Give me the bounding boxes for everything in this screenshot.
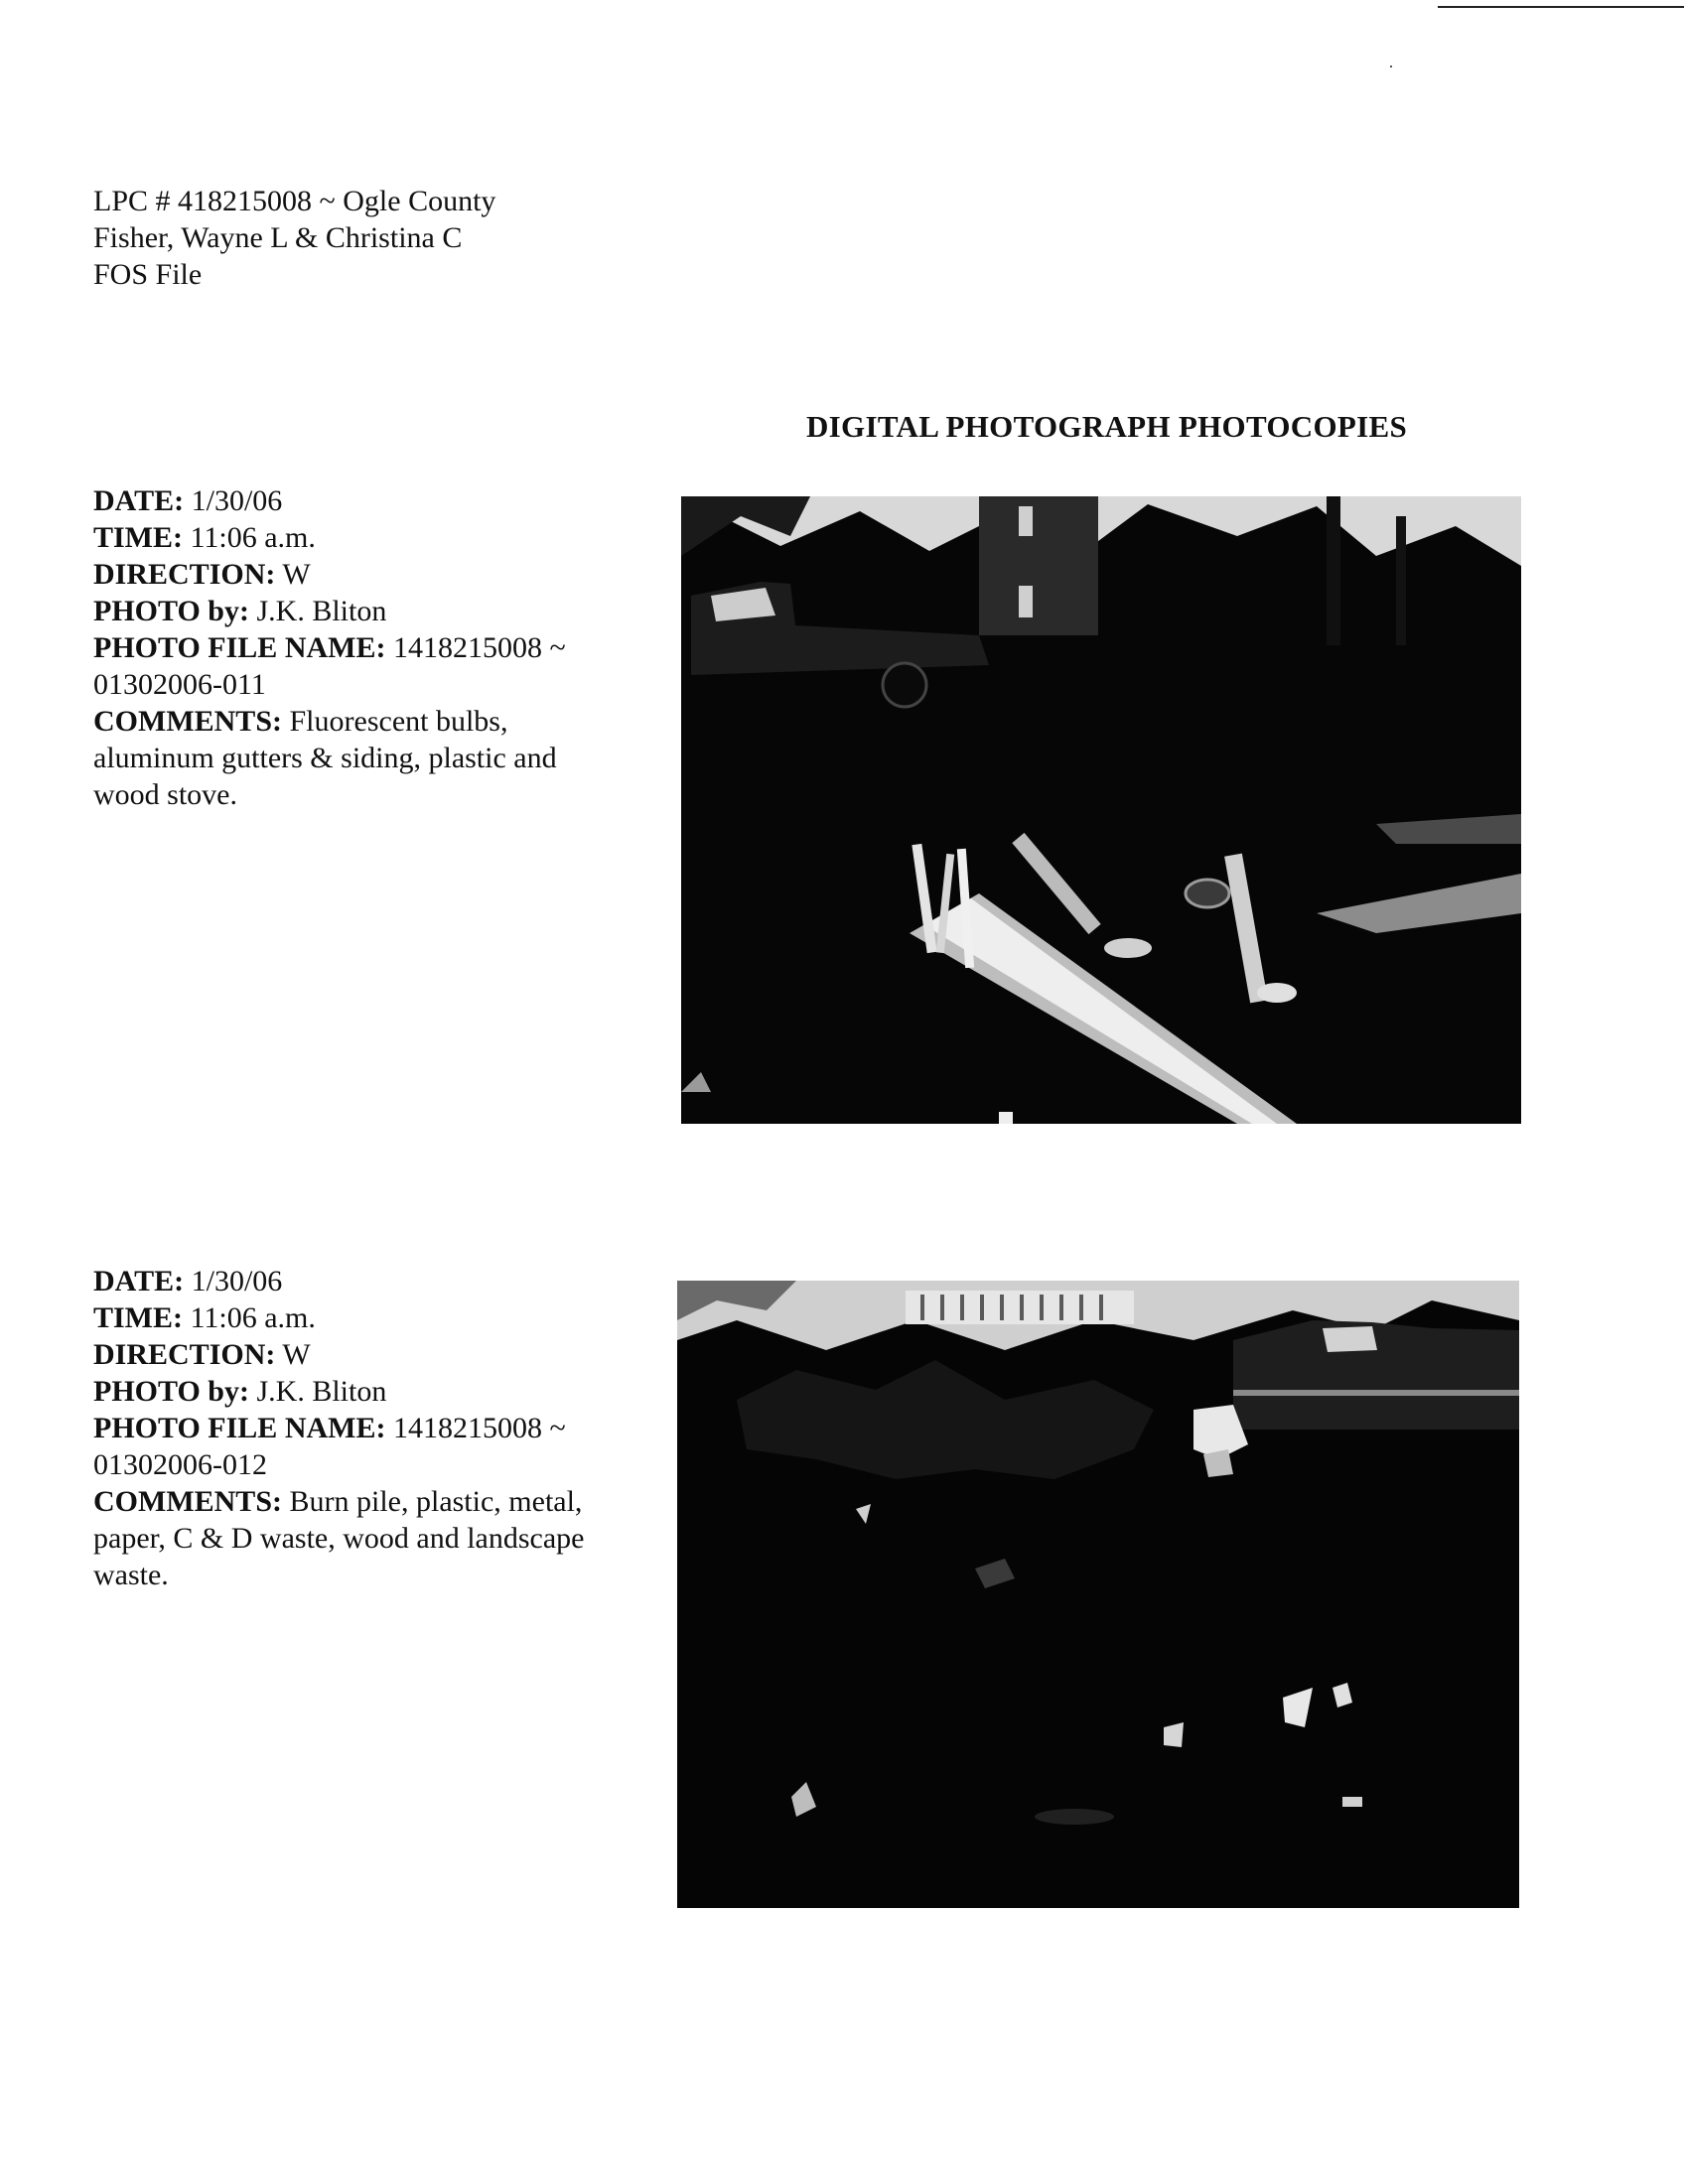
comments-continued: paper, C & D waste, wood and landscape bbox=[93, 1522, 585, 1555]
comments-continued: wood stove. bbox=[93, 778, 237, 811]
header-lpc-line: LPC # 418215008 ~ Ogle County bbox=[93, 185, 496, 217]
photo-by-label: PHOTO by: bbox=[93, 595, 249, 627]
date-value: 1/30/06 bbox=[191, 484, 283, 517]
comments-value: Burn pile, plastic, metal, bbox=[289, 1485, 583, 1518]
comments-row bbox=[93, 1483, 649, 1520]
scan-edge-mark bbox=[1438, 6, 1684, 8]
direction-value: W bbox=[282, 1338, 311, 1371]
section-title: DIGITAL PHOTOGRAPH PHOTOCOPIES bbox=[806, 409, 1407, 444]
direction-row bbox=[93, 556, 649, 593]
date-value: 1/30/06 bbox=[191, 1265, 283, 1297]
time-label: TIME: bbox=[93, 1301, 183, 1334]
date-row bbox=[93, 482, 649, 519]
direction-value: W bbox=[282, 558, 311, 591]
time-label: TIME: bbox=[93, 521, 183, 554]
photo-by-value: J.K. Bliton bbox=[256, 1375, 387, 1408]
direction-label: DIRECTION: bbox=[93, 1338, 276, 1371]
direction-row bbox=[93, 1336, 649, 1373]
time-row bbox=[93, 1299, 649, 1336]
photo-entry bbox=[93, 1263, 649, 1593]
photo-by-label: PHOTO by: bbox=[93, 1375, 249, 1408]
date-label: DATE: bbox=[93, 484, 185, 517]
file-name-label: PHOTO FILE NAME: bbox=[93, 631, 386, 664]
time-row bbox=[93, 519, 649, 556]
date-label: DATE: bbox=[93, 1265, 185, 1297]
file-name-label: PHOTO FILE NAME: bbox=[93, 1412, 386, 1444]
scan-speck bbox=[1390, 66, 1392, 68]
comments-row bbox=[93, 703, 649, 740]
site-photo-debris bbox=[681, 496, 1521, 1124]
time-value: 11:06 a.m. bbox=[190, 1301, 316, 1334]
comments-continued: aluminum gutters & siding, plastic and bbox=[93, 742, 557, 774]
photo-by-row bbox=[93, 1373, 649, 1410]
photo-image bbox=[681, 496, 1521, 1124]
comments-label: COMMENTS: bbox=[93, 705, 282, 738]
photo-image bbox=[677, 1281, 1519, 1908]
site-photo-burn-pile bbox=[677, 1281, 1519, 1908]
file-name-row bbox=[93, 629, 649, 666]
file-name-value: 1418215008 ~ bbox=[392, 631, 566, 664]
comments-continued: waste. bbox=[93, 1559, 169, 1591]
photo-entry bbox=[93, 482, 649, 813]
document-header bbox=[93, 183, 495, 293]
file-name-continued: 01302006-011 bbox=[93, 668, 266, 701]
photo-by-row bbox=[93, 593, 649, 629]
header-owner-line: Fisher, Wayne L & Christina C bbox=[93, 221, 463, 254]
comments-label: COMMENTS: bbox=[93, 1485, 282, 1518]
comments-value: Fluorescent bulbs, bbox=[289, 705, 508, 738]
file-name-continued: 01302006-012 bbox=[93, 1448, 267, 1481]
header-file-line: FOS File bbox=[93, 258, 203, 291]
time-value: 11:06 a.m. bbox=[190, 521, 316, 554]
date-row bbox=[93, 1263, 649, 1299]
file-name-row bbox=[93, 1410, 649, 1446]
photo-by-value: J.K. Bliton bbox=[256, 595, 387, 627]
file-name-value: 1418215008 ~ bbox=[392, 1412, 566, 1444]
direction-label: DIRECTION: bbox=[93, 558, 276, 591]
